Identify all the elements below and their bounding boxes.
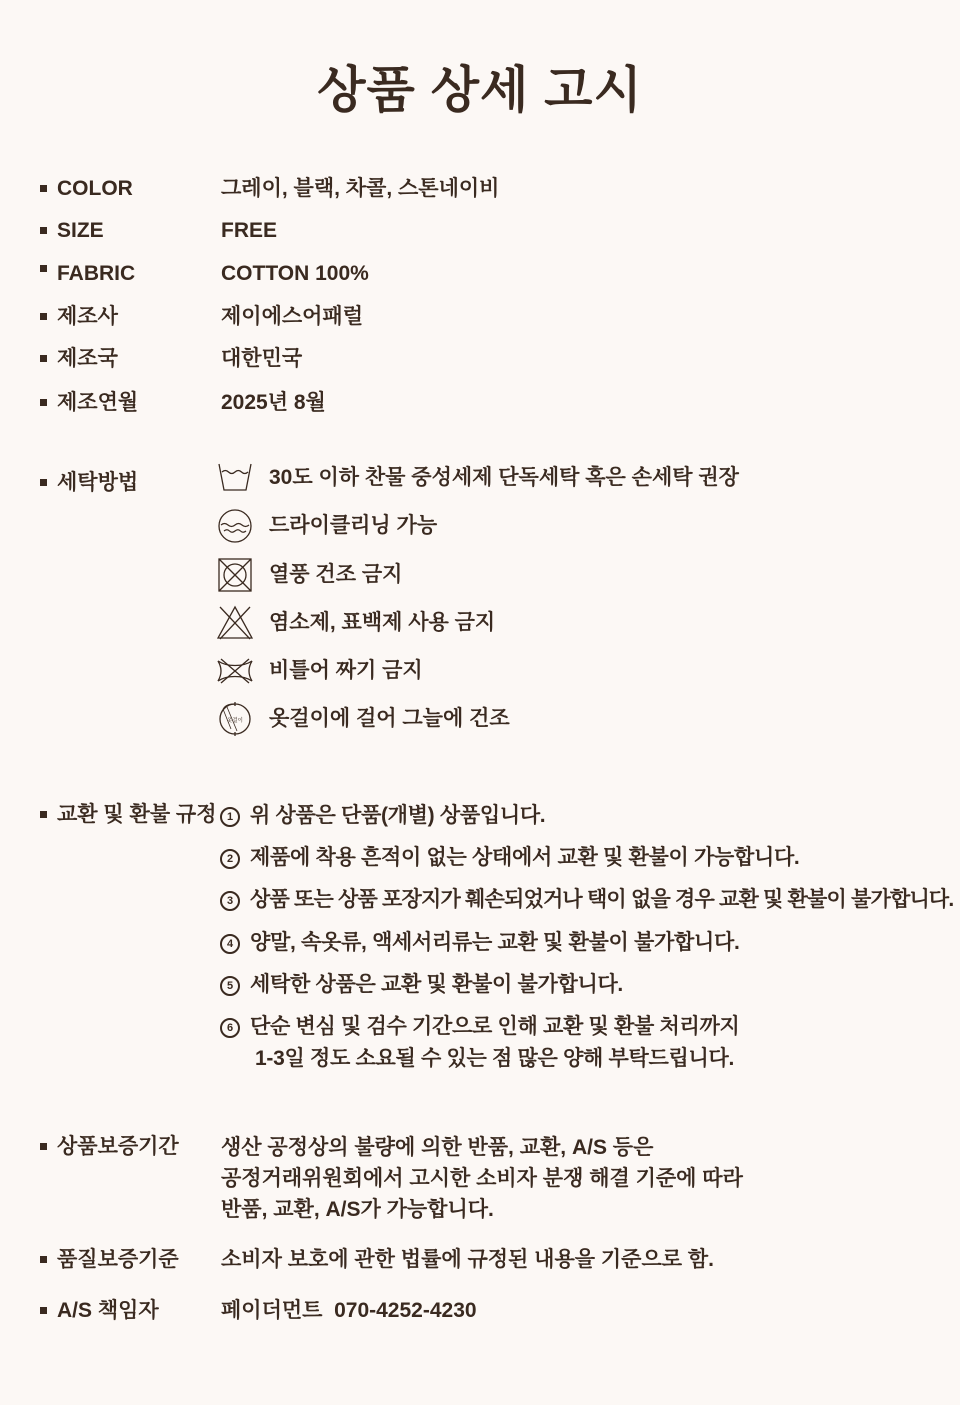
quality-value: 소비자 보호에 관한 법률에 규정된 내용을 기준으로 함. — [221, 1248, 714, 1271]
spec-label: SIZE — [57, 219, 104, 242]
circled-number: 1 — [220, 807, 240, 827]
wash-item — [217, 653, 817, 693]
wash-text: 드라이클리닝 가능 — [269, 514, 438, 537]
circled-number: 3 — [220, 891, 240, 911]
bullet-icon — [40, 811, 47, 818]
wash-text: 염소제, 표백제 사용 금지 — [269, 611, 496, 634]
bullet-icon — [40, 185, 47, 192]
bullet-icon — [40, 479, 47, 486]
spec-value: 2025년 8월 — [221, 391, 326, 414]
spec-label: FABRIC — [57, 262, 136, 285]
warranty-line: 생산 공정상의 불량에 의한 반품, 교환, A/S 등은 — [221, 1136, 654, 1159]
wash-text: 열풍 건조 금지 — [269, 563, 403, 586]
wash-item — [217, 701, 817, 741]
warranty-row — [40, 1132, 940, 1232]
no-bleach-icon — [217, 605, 253, 641]
policy-text: 위 상품은 단품(개별) 상품입니다. — [250, 804, 546, 827]
wash-item — [217, 605, 817, 645]
circled-number: 4 — [220, 934, 240, 954]
spec-value: COTTON 100% — [221, 262, 369, 285]
circled-number: 2 — [220, 849, 240, 869]
hanger-dry-icon — [217, 701, 253, 737]
spec-row-size — [40, 216, 940, 246]
spec-value: 제이에스어패럴 — [221, 305, 364, 328]
quality-row — [40, 1245, 940, 1275]
wash-text: 30도 이하 찬물 중성세제 단독세탁 혹은 손세탁 권장 — [269, 466, 739, 489]
bullet-icon — [40, 313, 47, 320]
bullet-icon — [40, 355, 47, 362]
dry-clean-icon — [217, 508, 253, 544]
wash-text: 옷걸이에 걸어 그늘에 건조 — [269, 707, 510, 730]
spec-label: COLOR — [57, 177, 133, 200]
as-value: 페이더먼트 070-4252-4230 — [221, 1299, 477, 1322]
warranty-text — [221, 1132, 743, 1225]
no-wring-icon — [217, 653, 253, 689]
spec-row-date — [40, 388, 940, 418]
spec-label: 제조사 — [57, 305, 118, 328]
spec-value: 대한민국 — [221, 347, 303, 370]
bullet-icon — [40, 1307, 47, 1314]
hanger-icon-text: 옷걸이 — [227, 718, 243, 724]
policy-text: 양말, 속옷류, 액세서리류는 교환 및 환불이 불가합니다. — [250, 931, 740, 954]
wash-item — [217, 460, 817, 500]
circled-number: 5 — [220, 976, 240, 996]
wash-item — [217, 557, 817, 597]
policy-text: 상품 또는 상품 포장지가 훼손되었거나 택이 없을 경우 교환 및 환불이 불가합니다. — [250, 888, 954, 911]
policy-text-continued: 1-3일 정도 소요될 수 있는 점 많은 양해 부탁드립니다. — [255, 1047, 734, 1070]
spec-row-color — [40, 174, 940, 204]
policy-label: 교환 및 환불 규정 — [57, 803, 217, 826]
policy-text: 제품에 착용 흔적이 없는 상태에서 교환 및 환불이 가능합니다. — [250, 846, 800, 869]
spec-label: 제조국 — [57, 347, 118, 370]
bullet-icon — [40, 399, 47, 406]
spec-row-manufacturer — [40, 302, 940, 332]
as-label: A/S 책임자 — [57, 1299, 159, 1322]
washing-label: 세탁방법 — [57, 471, 139, 494]
policy-text: 단순 변심 및 검수 기간으로 인해 교환 및 환불 처리까지 — [250, 1015, 740, 1038]
spec-row-fabric — [40, 259, 940, 289]
spec-value: FREE — [221, 219, 278, 242]
warranty-line: 공정거래위원회에서 고시한 소비자 분쟁 해결 기준에 따라 — [221, 1167, 743, 1190]
quality-label: 품질보증기준 — [57, 1248, 179, 1271]
spec-row-country — [40, 344, 940, 374]
bullet-icon — [40, 227, 47, 234]
spec-label: 제조연월 — [57, 391, 139, 414]
bullet-icon — [40, 1143, 47, 1150]
warranty-line: 반품, 교환, A/S가 가능합니다. — [221, 1198, 494, 1221]
page-title: 상품 상세 고시 — [317, 62, 643, 118]
no-tumble-dry-icon — [217, 557, 253, 593]
bullet-icon — [40, 265, 47, 272]
spec-value: 그레이, 블랙, 차콜, 스톤네이비 — [221, 177, 500, 200]
circled-number: 6 — [220, 1018, 240, 1038]
washtub-icon — [217, 460, 253, 496]
policy-text: 세탁한 상품은 교환 및 환불이 불가합니다. — [250, 973, 623, 996]
wash-item — [217, 508, 817, 548]
warranty-label: 상품보증기간 — [57, 1135, 179, 1158]
bullet-icon — [40, 1256, 47, 1263]
as-row — [40, 1296, 940, 1326]
wash-text: 비틀어 짜기 금지 — [269, 659, 423, 682]
